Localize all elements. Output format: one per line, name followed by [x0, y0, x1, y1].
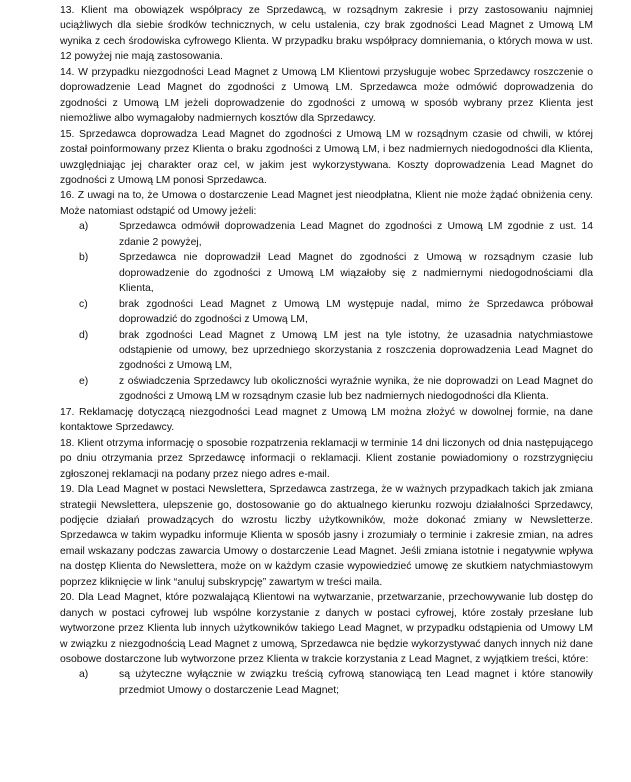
list-item-text: są użyteczne wyłącznie w związku treścią cyfrową stanowiącą ten Lead magnet i które stanowiły przedmiot Umowy o dostarczenie Lead Magnet;: [119, 669, 593, 696]
paragraph-16: 16. Z uwagi na to, że Umowa o dostarczenie Lead Magnet jest nieodpłatna, Klient nie może żądać obniżenia ceny. Może natomiast odstąpić od Umowy jeżeli:: [60, 190, 593, 217]
list-item: [60, 219, 593, 250]
list-marker: c): [79, 298, 88, 310]
list-item: [60, 374, 593, 405]
list-marker: e): [79, 375, 89, 387]
paragraph-16-list: [60, 219, 593, 404]
paragraph-15: 15. Sprzedawca doprowadza Lead Magnet do zgodności z Umową LM w rozsądnym czasie od chwili, w której został poinformowany przez Klienta o braku zgodności z Umową LM, i bez nadmiernych niedogodności dla Klienta, uwzględniając jej charakter oraz cel, w jakim jest wykorzystywana. Koszty doprowadzenia Lead Magnet do zgodności z Umową LM ponosi Sprzedawca.: [60, 128, 593, 186]
list-marker: a): [79, 221, 89, 233]
list-item: [60, 328, 593, 374]
list-item-text: Sprzedawca odmówił doprowadzenia Lead Magnet do zgodności z Umową LM zgodnie z ust. 14 zdanie 2 powyżej,: [119, 221, 593, 248]
list-item-text: brak zgodności Lead Magnet z Umową LM jest na tyle istotny, że uzasadnia natychmiastowe odstąpienie od umowy, bez uprzedniego skorzystania z roszczenia doprowadzenia Lead Magnet do zgodności z Umową LM,: [119, 329, 593, 372]
paragraph-17: 17. Reklamację dotyczącą niezgodności Lead magnet z Umową LM można złożyć w dowolnej formie, na dane kontaktowe Sprzedawcy.: [60, 406, 593, 434]
list-item-text: Sprzedawca nie doprowadził Lead Magnet do zgodności z Umową w rozsądnym czasie lub doprowadzenie do zgodności z Umową LM wiązałoby się z nadmiernymi niedogodnościami dla Klienta,: [119, 252, 593, 295]
paragraph-19: 19. Dla Lead Magnet w postaci Newslettera, Sprzedawca zastrzega, że w ważnych przypadkach takich jak zmiana strategii Newslettera, ulepszenie go, dostosowanie go do aktualnego kierunku rozwoju działalności Sprzedawcy, podjęcie działań prowadzących do wzrostu liczby użytkowników, może dokonać zmiany w Newsletterze. Sprzedawca w takim wypadku informuje Klienta w sposób jasny i zrozumiały o terminie i zakresie zmian, na adres email wskazany podczas zawarcia Umowy o dostarczenie Lead Magnet. Jeśli zmiana istotnie i negatywnie wpływa na dostęp Klienta do Newslettera, może on w każdym czasie wypowiedzieć umowę ze skutkiem natychmiastowym poprzez kliknięcie w link “anuluj subskrypcję” zawartym w treści maila.: [60, 484, 593, 588]
list-item: [60, 250, 593, 296]
list-item-text: brak zgodności Lead Magnet z Umową LM występuje nadal, mimo że Sprzedawca próbował doprowadzić do zgodności z Umową LM,: [119, 298, 593, 326]
list-item: [60, 297, 593, 328]
list-item-text: z oświadczenia Sprzedawcy lub okoliczności wyraźnie wynika, że nie doprowadzi on Lead Magnet do zgodności z Umową LM w rozsądnym czasie lub bez nadmiernych niedogodności dla Klienta.: [119, 375, 593, 403]
paragraph-18: 18. Klient otrzyma informację o sposobie rozpatrzenia reklamacji w terminie 14 dni liczonych od dnia następującego po dniu otrzymania przez Sprzedawcę informacji o reklamacji. Klient zostanie powiadomiony o rozstrzygnięciu zgłoszonej reklamacji na podany przez niego adres e-mail.: [60, 437, 593, 480]
paragraph-20-list: [60, 667, 593, 698]
paragraph-14: 14. W przypadku niezgodności Lead Magnet z Umową LM Klientowi przysługuje wobec Sprzedawcy roszczenie o doprowadzenie Lead Magnet do zgodności z Umową LM. Sprzedawca może odmówić doprowadzenia do zgodności z Umową LM jeżeli doprowadzenie do zgodności z umową w sposób wybrany przez Klienta jest niemożliwe albo wymagałoby nadmiernych kosztów dla Sprzedawcy.: [60, 66, 593, 125]
list-item: [60, 667, 593, 698]
list-marker: a): [79, 669, 89, 681]
list-marker: b): [79, 252, 89, 264]
paragraph-13: 13. Klient ma obowiązek współpracy ze Sprzedawcą, w rozsądnym zakresie i przy zastosowaniu najmniej uciążliwych dla siebie środków technicznych, w celu ustalenia, czy brak zgodności Lead Magnet z Umową LM wynika z cech środowiska cyfrowego Klienta. W przypadku braku współpracy domniemania, o których mowa w ust. 12 powyżej nie mają zastosowania.: [60, 5, 593, 63]
list-marker: d): [79, 329, 89, 341]
paragraph-20: 20. Dla Lead Magnet, które pozwalającą Klientowi na wytwarzanie, przetwarzanie, przechowywanie lub dostęp do danych w postaci cyfrowej lub wspólne korzystanie z danych w postaci cyfrowej, które zostały przesłane lub wytworzone przez Klienta lub innych użytkowników takiego Lead Magnet, w przypadku odstąpienia od Umowy LM w związku z niezgodnością Lead Magnet z umową, Sprzedawca nie będzie wykorzystywać danych innych niż dane osobowe dostarczone lub wytworzone przez Klienta w trakcie korzystania z Lead Magnet, z wyjątkiem treści, które:: [60, 592, 593, 666]
